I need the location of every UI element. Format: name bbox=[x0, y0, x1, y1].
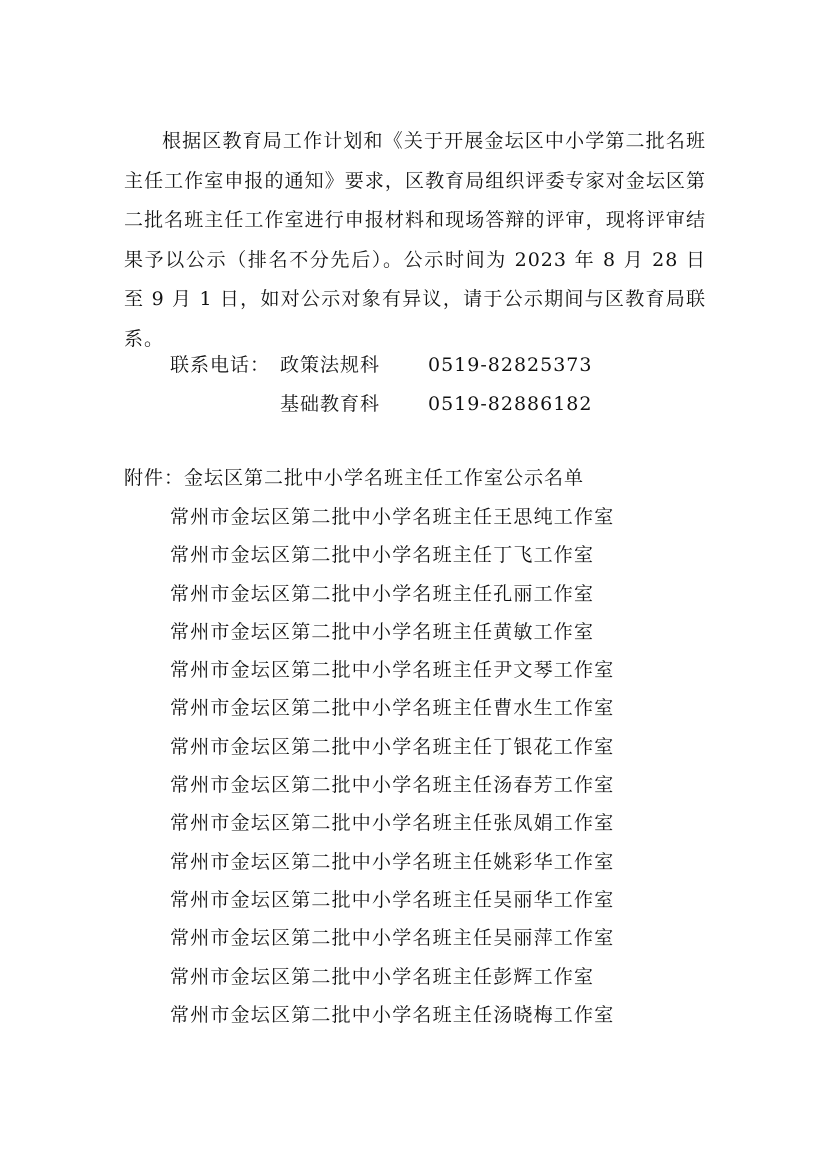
contact-label: 联系电话： bbox=[170, 354, 271, 376]
contact-dept-policy: 政策法规科 bbox=[280, 354, 381, 376]
list-item: 常州市金坛区第二批中小学名班主任彭辉工作室 bbox=[170, 965, 595, 988]
notice-paragraph: 根据区教育局工作计划和《关于开展金坛区中小学第二批名班主任工作室申报的通知》要求，区教育局组织评委专家对金坛区第二批名班主任工作室进行申报材料和现场答辩的评审，现将评审结果予以公示（排名不分先后）。公示时间为 2023 年 8 月 28 日至 9 月 1 日，如对公示对象有异议，请于公示期间与区教育局联系。 bbox=[124, 130, 706, 350]
contact-phone-basic-education: 0519-82886182 bbox=[428, 393, 593, 415]
list-item: 常州市金坛区第二批中小学名班主任丁飞工作室 bbox=[170, 544, 595, 567]
attachment-list bbox=[170, 498, 614, 1034]
list-item: 常州市金坛区第二批中小学名班主任黄敏工作室 bbox=[170, 620, 595, 643]
list-item: 常州市金坛区第二批中小学名班主任汤春芳工作室 bbox=[170, 774, 615, 797]
list-item: 常州市金坛区第二批中小学名班主任曹水生工作室 bbox=[170, 697, 615, 720]
list-item: 常州市金坛区第二批中小学名班主任张凤娟工作室 bbox=[170, 812, 615, 835]
list-item: 常州市金坛区第二批中小学名班主任王思纯工作室 bbox=[170, 506, 615, 528]
list-item: 常州市金坛区第二批中小学名班主任姚彩华工作室 bbox=[170, 850, 615, 873]
contact-phone-policy: 0519-82825373 bbox=[428, 354, 593, 376]
contact-dept-basic-education: 基础教育科 bbox=[280, 393, 381, 415]
list-item: 常州市金坛区第二批中小学名班主任吴丽萍工作室 bbox=[170, 927, 615, 950]
list-item: 常州市金坛区第二批中小学名班主任尹文琴工作室 bbox=[170, 659, 615, 682]
list-item: 常州市金坛区第二批中小学名班主任吴丽华工作室 bbox=[170, 888, 615, 911]
list-item: 常州市金坛区第二批中小学名班主任孔丽工作室 bbox=[170, 582, 595, 605]
list-item: 常州市金坛区第二批中小学名班主任丁银花工作室 bbox=[170, 735, 615, 758]
attachment-title: 附件：金坛区第二批中小学名班主任工作室公示名单 bbox=[124, 467, 585, 489]
list-item: 常州市金坛区第二批中小学名班主任汤晓梅工作室 bbox=[170, 1003, 615, 1026]
